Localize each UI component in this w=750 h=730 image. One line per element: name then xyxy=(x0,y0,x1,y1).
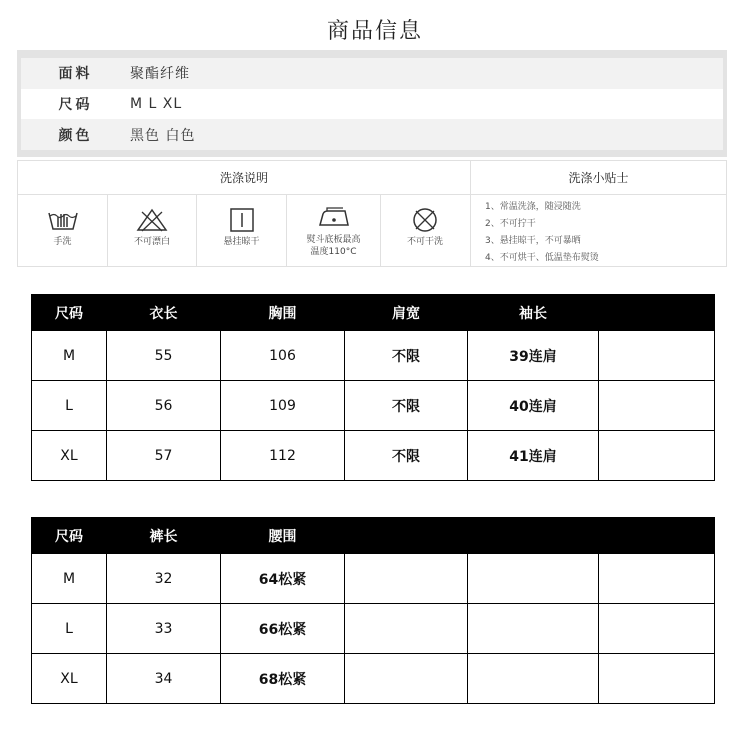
table-cell: XL xyxy=(32,431,107,481)
table-cell xyxy=(599,381,715,431)
bottom-size-table xyxy=(31,517,715,704)
table-cell xyxy=(468,604,599,654)
header-cell xyxy=(599,295,715,331)
table-row xyxy=(32,431,715,481)
no-dry-clean-icon xyxy=(408,207,442,233)
care-label: 不可干洗 xyxy=(406,237,443,247)
header-cell: 胸围 xyxy=(221,295,345,331)
care-label: 不可漂白 xyxy=(133,237,170,247)
top-size-table xyxy=(31,294,715,481)
table-row xyxy=(32,604,715,654)
table-cell: 68松紧 xyxy=(221,654,345,704)
tip-item: 2、不可拧干 xyxy=(485,219,536,229)
info-label: 面料 xyxy=(58,66,93,82)
table-cell: M xyxy=(32,554,107,604)
table-cell xyxy=(345,554,468,604)
header-cell: 袖长 xyxy=(468,295,599,331)
table-cell: 109 xyxy=(221,381,345,431)
table-cell: 112 xyxy=(221,431,345,481)
table-cell: 33 xyxy=(107,604,221,654)
table-cell xyxy=(599,654,715,704)
table-cell: L xyxy=(32,604,107,654)
info-value: 聚酯纤维 xyxy=(130,66,190,82)
header-cell xyxy=(468,518,599,554)
info-label: 颜色 xyxy=(58,128,93,144)
product-info-panel xyxy=(17,50,727,157)
hang-dry-icon xyxy=(225,207,259,233)
tip-item: 4、不可烘干、低温垫布熨烫 xyxy=(485,253,599,263)
table-cell: 57 xyxy=(107,431,221,481)
washing-instructions-header: 洗涤说明 xyxy=(18,161,471,195)
care-item-hang-dry xyxy=(197,195,287,266)
header-cell: 衣长 xyxy=(107,295,221,331)
header-cell: 尺码 xyxy=(32,295,107,331)
table-cell xyxy=(345,604,468,654)
table-cell: 32 xyxy=(107,554,221,604)
iron-icon xyxy=(317,205,351,231)
table-cell: 40连肩 xyxy=(468,381,599,431)
table-cell: 41连肩 xyxy=(468,431,599,481)
table-cell xyxy=(345,654,468,704)
care-label: 悬挂晾干 xyxy=(223,237,260,247)
table-cell: M xyxy=(32,331,107,381)
info-label: 尺码 xyxy=(58,97,93,113)
tip-item: 1、常温洗涤，随浸随洗 xyxy=(485,202,581,212)
table-cell: 66松紧 xyxy=(221,604,345,654)
table-cell: 不限 xyxy=(345,431,468,481)
table-cell xyxy=(468,554,599,604)
care-label-line1: 熨斗底板最高 xyxy=(306,235,361,245)
header-cell: 尺码 xyxy=(32,518,107,554)
care-icons-row xyxy=(18,195,471,266)
table-header-row xyxy=(32,295,715,331)
info-row-color xyxy=(21,120,723,150)
table-cell: XL xyxy=(32,654,107,704)
header-cell xyxy=(345,518,468,554)
table-cell xyxy=(468,654,599,704)
care-label: 手洗 xyxy=(53,237,72,247)
care-item-no-bleach xyxy=(108,195,197,266)
washing-tips-list xyxy=(485,199,725,267)
hand-wash-icon xyxy=(46,207,80,233)
washing-tips-header: 洗涤小贴士 xyxy=(471,161,726,195)
table-cell: 不限 xyxy=(345,381,468,431)
tip-item: 3、悬挂晾干，不可暴晒 xyxy=(485,236,581,246)
no-bleach-icon xyxy=(135,207,169,233)
header-cell: 裤长 xyxy=(107,518,221,554)
table-row xyxy=(32,381,715,431)
care-item-iron xyxy=(287,195,381,266)
header-cell: 腰围 xyxy=(221,518,345,554)
table-cell: 64松紧 xyxy=(221,554,345,604)
table-row xyxy=(32,554,715,604)
info-row-fabric xyxy=(21,58,723,88)
care-item-hand-wash xyxy=(18,195,108,266)
table-header-row xyxy=(32,518,715,554)
table-cell: 不限 xyxy=(345,331,468,381)
table-cell xyxy=(599,554,715,604)
table-cell: 56 xyxy=(107,381,221,431)
info-row-size xyxy=(21,89,723,119)
care-label xyxy=(287,234,380,258)
table-cell: 106 xyxy=(221,331,345,381)
info-value: M L XL xyxy=(130,96,183,112)
table-cell: L xyxy=(32,381,107,431)
table-row xyxy=(32,654,715,704)
header-cell: 肩宽 xyxy=(345,295,468,331)
table-cell: 55 xyxy=(107,331,221,381)
table-cell xyxy=(599,331,715,381)
care-label-line2: 温度110°C xyxy=(310,247,357,257)
table-cell xyxy=(599,431,715,481)
table-cell: 39连肩 xyxy=(468,331,599,381)
table-row xyxy=(32,331,715,381)
care-item-no-dry-clean xyxy=(381,195,469,266)
header-cell xyxy=(599,518,715,554)
page-title: 商品信息 xyxy=(326,19,423,44)
table-cell xyxy=(599,604,715,654)
info-value: 黑色 白色 xyxy=(130,128,196,144)
table-cell: 34 xyxy=(107,654,221,704)
